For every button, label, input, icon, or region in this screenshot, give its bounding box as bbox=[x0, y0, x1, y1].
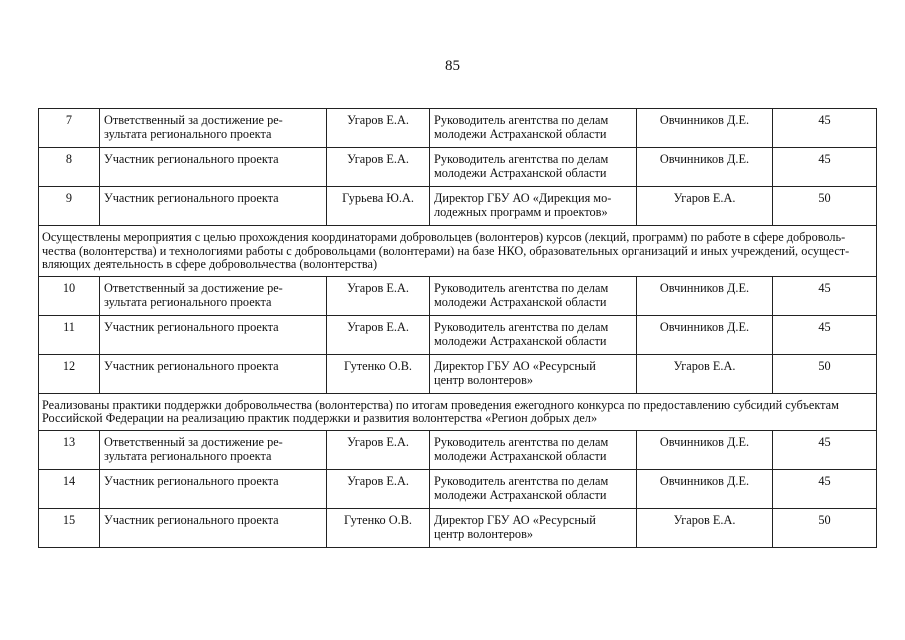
position-cell: Руководитель агентства по делам молодежи Астраханской области bbox=[430, 148, 637, 187]
role-cell: Участник регионального проекта bbox=[100, 354, 327, 393]
person-name-cell: Угаров Е.А. bbox=[327, 469, 430, 508]
table-row bbox=[39, 469, 877, 508]
supervisor-cell: Угаров Е.А. bbox=[637, 354, 773, 393]
position-cell: Директор ГБУ АО «Ресурсный центр волонтеров» bbox=[430, 508, 637, 547]
person-name-cell: Гурьева Ю.А. bbox=[327, 187, 430, 226]
table-row bbox=[39, 109, 877, 148]
person-name-cell: Гутенко О.В. bbox=[327, 508, 430, 547]
person-name-cell: Гутенко О.В. bbox=[327, 354, 430, 393]
position-cell: Руководитель агентства по делам молодежи Астраханской области bbox=[430, 469, 637, 508]
involvement-percent-cell: 45 bbox=[773, 276, 877, 315]
position-cell: Руководитель агентства по делам молодежи Астраханской области bbox=[430, 276, 637, 315]
involvement-percent-cell: 50 bbox=[773, 354, 877, 393]
involvement-percent-cell: 50 bbox=[773, 187, 877, 226]
supervisor-cell: Овчинников Д.Е. bbox=[637, 276, 773, 315]
involvement-percent-cell: 45 bbox=[773, 469, 877, 508]
section-heading-row bbox=[39, 393, 877, 430]
supervisor-cell: Овчинников Д.Е. bbox=[637, 469, 773, 508]
involvement-percent-cell: 45 bbox=[773, 430, 877, 469]
position-cell: Руководитель агентства по делам молодежи Астраханской области bbox=[430, 430, 637, 469]
table-row bbox=[39, 508, 877, 547]
supervisor-cell: Угаров Е.А. bbox=[637, 187, 773, 226]
row-number-cell: 9 bbox=[39, 187, 100, 226]
person-name-cell: Угаров Е.А. bbox=[327, 109, 430, 148]
person-name-cell: Угаров Е.А. bbox=[327, 276, 430, 315]
row-number-cell: 10 bbox=[39, 276, 100, 315]
person-name-cell: Угаров Е.А. bbox=[327, 430, 430, 469]
supervisor-cell: Овчинников Д.Е. bbox=[637, 430, 773, 469]
row-number-cell: 13 bbox=[39, 430, 100, 469]
table-row bbox=[39, 430, 877, 469]
row-number-cell: 7 bbox=[39, 109, 100, 148]
role-cell: Участник регионального проекта bbox=[100, 148, 327, 187]
table-body bbox=[39, 109, 877, 548]
involvement-percent-cell: 45 bbox=[773, 315, 877, 354]
person-name-cell: Угаров Е.А. bbox=[327, 148, 430, 187]
position-cell: Руководитель агентства по делам молодежи Астраханской области bbox=[430, 315, 637, 354]
page-number: 85 bbox=[445, 58, 460, 74]
table-row bbox=[39, 276, 877, 315]
role-cell: Участник регионального проекта bbox=[100, 469, 327, 508]
position-cell: Директор ГБУ АО «Ресурсный центр волонтеров» bbox=[430, 354, 637, 393]
role-cell: Ответственный за достижение ре- зультата регионального проекта bbox=[100, 430, 327, 469]
section-heading-row bbox=[39, 226, 877, 277]
person-name-cell: Угаров Е.А. bbox=[327, 315, 430, 354]
role-cell: Ответственный за достижение ре- зультата регионального проекта bbox=[100, 109, 327, 148]
involvement-percent-cell: 50 bbox=[773, 508, 877, 547]
role-cell: Участник регионального проекта bbox=[100, 508, 327, 547]
role-cell: Ответственный за достижение ре- зультата регионального проекта bbox=[100, 276, 327, 315]
supervisor-cell: Овчинников Д.Е. bbox=[637, 109, 773, 148]
supervisor-cell: Овчинников Д.Е. bbox=[637, 315, 773, 354]
involvement-percent-cell: 45 bbox=[773, 109, 877, 148]
row-number-cell: 12 bbox=[39, 354, 100, 393]
role-cell: Участник регионального проекта bbox=[100, 315, 327, 354]
section-heading-text: Реализованы практики поддержки добровольчества (волонтерства) по итогам проведения ежегодного конкурса по предоставлению субсидий субъектам Российской Федерации на реализацию практик поддержки и развития волонтерства «Регион добрых дел» bbox=[39, 393, 877, 430]
table-row bbox=[39, 148, 877, 187]
position-cell: Руководитель агентства по делам молодежи Астраханской области bbox=[430, 109, 637, 148]
row-number-cell: 15 bbox=[39, 508, 100, 547]
supervisor-cell: Овчинников Д.Е. bbox=[637, 148, 773, 187]
participants-table bbox=[38, 108, 877, 548]
row-number-cell: 11 bbox=[39, 315, 100, 354]
position-cell: Директор ГБУ АО «Дирекция мо- лодежных программ и проектов» bbox=[430, 187, 637, 226]
row-number-cell: 14 bbox=[39, 469, 100, 508]
involvement-percent-cell: 45 bbox=[773, 148, 877, 187]
role-cell: Участник регионального проекта bbox=[100, 187, 327, 226]
section-heading-text: Осуществлены мероприятия с целью прохождения координаторами добровольцев (волонтеров) курсов (лекций, программ) по работе в сфере доброволь- чества (волонтерства) и технологиями работы с добровольцами (волонтерами) на базе НКО, образовательных организаций и иных учреждений, осущест- вляющих деятельность в сфере добровольчества (волонтерства) bbox=[39, 226, 877, 277]
supervisor-cell: Угаров Е.А. bbox=[637, 508, 773, 547]
row-number-cell: 8 bbox=[39, 148, 100, 187]
table-row bbox=[39, 187, 877, 226]
table-row bbox=[39, 354, 877, 393]
table-row bbox=[39, 315, 877, 354]
